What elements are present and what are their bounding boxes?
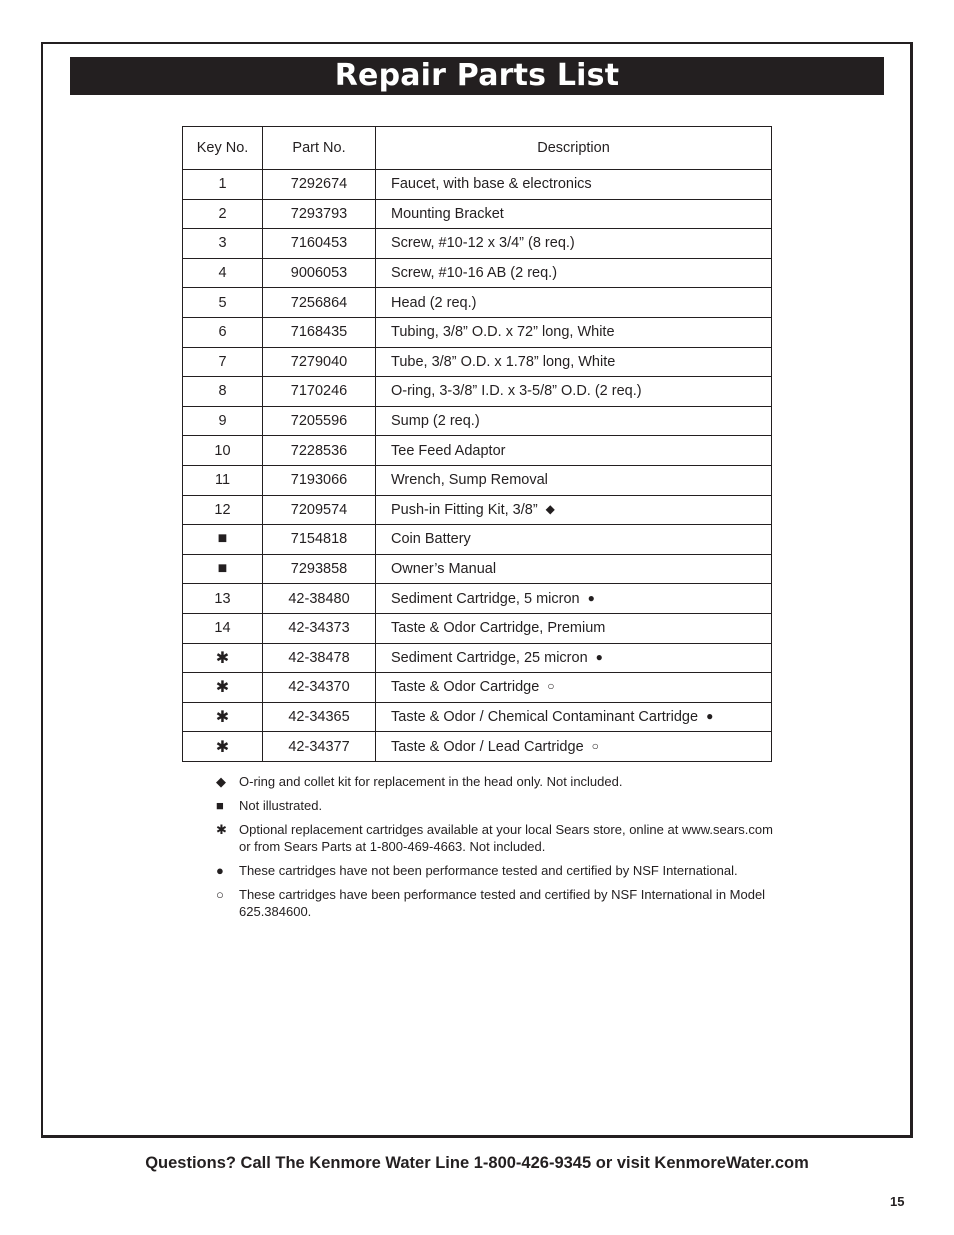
- key-no-cell: 10: [183, 436, 263, 466]
- table-row: [183, 317, 772, 347]
- table-row: [183, 229, 772, 259]
- description-text: Screw, #10-12 x 3/4” (8 req.): [391, 235, 575, 252]
- description-text: Taste & Odor / Chemical Contaminant Cartridge: [391, 708, 699, 725]
- footnote-symbol-icon: ■: [216, 798, 224, 813]
- description-cell: [376, 436, 772, 466]
- description-cell: [376, 554, 772, 584]
- description-text: O-ring, 3-3/8” I.D. x 3-5/8” O.D. (2 req.): [391, 383, 642, 400]
- description-cell: [376, 525, 772, 555]
- description-text: Mounting Bracket: [391, 205, 504, 222]
- footnotes: [213, 773, 773, 927]
- table-row: [183, 347, 772, 377]
- footnote: [213, 886, 773, 920]
- footnote-symbol-icon: ○: [216, 887, 224, 902]
- key-no-cell: 7: [183, 347, 263, 377]
- key-no-cell: 5: [183, 288, 263, 318]
- part-no-cell: 9006053: [263, 258, 376, 288]
- key-no-cell: 6: [183, 317, 263, 347]
- footnote-symbol-icon: ●: [216, 863, 224, 878]
- footnote-mark-icon: ○: [547, 679, 555, 694]
- footnote-text: These cartridges have not been performance tested and certified by NSF International.: [239, 863, 738, 878]
- description-text: Sediment Cartridge, 5 micron: [391, 590, 580, 607]
- description-text: Taste & Odor Cartridge, Premium: [391, 620, 606, 637]
- description-cell: [376, 347, 772, 377]
- key-no-cell: ✱: [183, 673, 263, 703]
- header-description: Description: [376, 127, 772, 170]
- footnote-mark-icon: ●: [595, 649, 603, 664]
- description-text: Taste & Odor / Lead Cartridge: [391, 738, 584, 755]
- table-row: [183, 495, 772, 525]
- footnote: [213, 797, 773, 814]
- key-no-cell: 12: [183, 495, 263, 525]
- key-no-cell: ✱: [183, 732, 263, 762]
- key-no-cell: ✱: [183, 702, 263, 732]
- table-row: [183, 199, 772, 229]
- footnote: [213, 773, 773, 790]
- table-body: [183, 170, 772, 762]
- table-row: [183, 170, 772, 200]
- part-no-cell: 7256864: [263, 288, 376, 318]
- description-cell: [376, 170, 772, 200]
- footnote-text: Optional replacement cartridges available at your local Sears store, online at www.sears.com or from Sears Parts at 1-800-469-4663. Not included.: [239, 822, 773, 854]
- part-no-cell: 7170246: [263, 377, 376, 407]
- part-no-cell: 7293858: [263, 554, 376, 584]
- part-no-cell: 7154818: [263, 525, 376, 555]
- description-text: Sump (2 req.): [391, 413, 480, 430]
- footnote-mark-icon: ◆: [545, 501, 555, 516]
- footer-contact-line: Questions? Call The Kenmore Water Line 1-800-426-9345 or visit KenmoreWater.com: [145, 1154, 809, 1172]
- description-text: Wrench, Sump Removal: [391, 472, 548, 489]
- footnote-symbol-icon: ◆: [216, 774, 226, 789]
- description-cell: [376, 495, 772, 525]
- part-no-cell: 7168435: [263, 317, 376, 347]
- description-text: Coin Battery: [391, 531, 471, 548]
- table-row: [183, 732, 772, 762]
- description-text: Sediment Cartridge, 25 micron: [391, 649, 588, 666]
- part-no-cell: 7160453: [263, 229, 376, 259]
- part-no-cell: 42-34377: [263, 732, 376, 762]
- key-no-cell: 2: [183, 199, 263, 229]
- description-text: Taste & Odor Cartridge: [391, 679, 540, 696]
- table-row: [183, 554, 772, 584]
- description-text: Push-in Fitting Kit, 3/8”: [391, 501, 538, 518]
- description-cell: [376, 673, 772, 703]
- table-row: [183, 673, 772, 703]
- part-no-cell: 7279040: [263, 347, 376, 377]
- key-no-cell: ■: [183, 554, 263, 584]
- part-no-cell: 7292674: [263, 170, 376, 200]
- footnote-mark-icon: ●: [587, 590, 595, 605]
- part-no-cell: 42-38478: [263, 643, 376, 673]
- table-row: [183, 643, 772, 673]
- key-no-cell: 9: [183, 406, 263, 436]
- description-cell: [376, 702, 772, 732]
- repair-parts-table: [182, 126, 772, 762]
- table-row: [183, 258, 772, 288]
- header-key-no: Key No.: [183, 127, 263, 170]
- description-cell: [376, 317, 772, 347]
- description-text: Faucet, with base & electronics: [391, 176, 592, 193]
- key-no-cell: 14: [183, 613, 263, 643]
- footnote-text: Not illustrated.: [239, 798, 323, 813]
- part-no-cell: 7193066: [263, 465, 376, 495]
- footnote: [213, 862, 773, 879]
- part-no-cell: 42-34365: [263, 702, 376, 732]
- footnote-mark-icon: ●: [706, 708, 714, 723]
- footnote: [213, 821, 773, 855]
- description-cell: [376, 732, 772, 762]
- table-header-row: [183, 127, 772, 170]
- part-no-cell: 42-38480: [263, 584, 376, 614]
- page-number: 15: [890, 1194, 905, 1209]
- description-text: Tubing, 3/8” O.D. x 72” long, White: [391, 324, 615, 341]
- table-row: [183, 465, 772, 495]
- table-row: [183, 613, 772, 643]
- description-cell: [376, 584, 772, 614]
- description-cell: [376, 613, 772, 643]
- key-no-cell: 4: [183, 258, 263, 288]
- description-text: Tee Feed Adaptor: [391, 442, 506, 459]
- description-cell: [376, 229, 772, 259]
- table-row: [183, 525, 772, 555]
- key-no-cell: 11: [183, 465, 263, 495]
- part-no-cell: 7205596: [263, 406, 376, 436]
- table-row: [183, 584, 772, 614]
- table-row: [183, 702, 772, 732]
- part-no-cell: 7228536: [263, 436, 376, 466]
- key-no-cell: 8: [183, 377, 263, 407]
- footnote-text: These cartridges have been performance tested and certified by NSF International in Model 625.384600.: [239, 887, 766, 919]
- description-text: Tube, 3/8” O.D. x 1.78” long, White: [391, 353, 616, 370]
- description-cell: [376, 199, 772, 229]
- description-cell: [376, 258, 772, 288]
- table-row: [183, 288, 772, 318]
- key-no-cell: 1: [183, 170, 263, 200]
- key-no-cell: ■: [183, 525, 263, 555]
- page-title: Repair Parts List: [70, 57, 884, 95]
- table-row: [183, 406, 772, 436]
- part-no-cell: 42-34370: [263, 673, 376, 703]
- description-text: Owner’s Manual: [391, 561, 497, 578]
- footnote-text: O-ring and collet kit for replacement in the head only. Not included.: [239, 774, 623, 789]
- description-cell: [376, 465, 772, 495]
- description-cell: [376, 643, 772, 673]
- description-cell: [376, 377, 772, 407]
- description-cell: [376, 406, 772, 436]
- description-cell: [376, 288, 772, 318]
- part-no-cell: 7293793: [263, 199, 376, 229]
- description-text: Head (2 req.): [391, 294, 477, 311]
- footnote-mark-icon: ○: [591, 738, 599, 753]
- table-row: [183, 377, 772, 407]
- part-no-cell: 42-34373: [263, 613, 376, 643]
- table-row: [183, 436, 772, 466]
- key-no-cell: ✱: [183, 643, 263, 673]
- header-part-no: Part No.: [263, 127, 376, 170]
- key-no-cell: 3: [183, 229, 263, 259]
- description-text: Screw, #10-16 AB (2 req.): [391, 265, 558, 282]
- key-no-cell: 13: [183, 584, 263, 614]
- footnote-symbol-icon: ✱: [216, 822, 227, 837]
- part-no-cell: 7209574: [263, 495, 376, 525]
